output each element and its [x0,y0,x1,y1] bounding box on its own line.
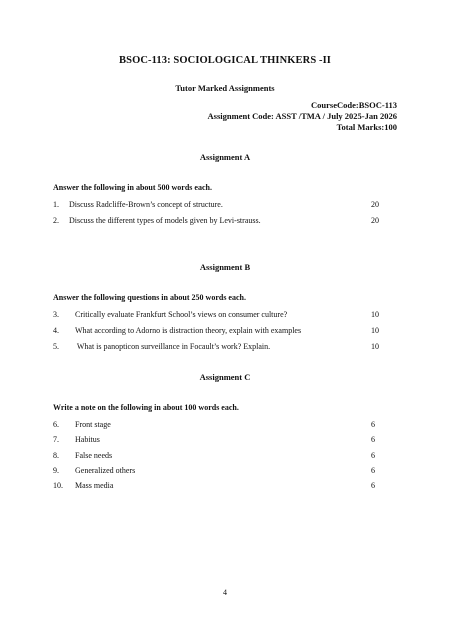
question-marks: 20 [371,200,379,209]
question-number: 10. [53,481,63,490]
question-marks: 6 [371,435,375,444]
section-heading-a: Assignment A [199,152,251,162]
question-marks: 6 [371,481,375,490]
question-marks: 6 [371,420,375,429]
question-number: 1. [53,200,59,209]
section-instruction-b: Answer the following questions in about 250 words each. [53,293,246,302]
page-subtitle: Tutor Marked Assignments [175,83,275,93]
section-heading-b: Assignment B [199,262,251,272]
question-text: Habitus [75,435,100,444]
question-number: 9. [53,466,59,475]
question-marks: 10 [371,342,379,351]
question-text: False needs [75,451,113,460]
page-number: 4 [223,588,227,597]
question-marks: 10 [371,326,379,335]
question-text: Front stage [75,420,111,429]
question-number: 8. [53,451,59,460]
question-number: 4. [53,326,59,335]
question-number: 7. [53,435,59,444]
question-number: 3. [53,310,59,319]
question-text: Discuss the different types of models given by Levi-strauss. [69,216,261,225]
page-title: BSOC-113: SOCIOLOGICAL THINKERS -II [119,55,331,66]
question-number: 2. [53,216,59,225]
question-marks: 20 [371,216,379,225]
assignment-code: Assignment Code: ASST /TMA / July 2025-Jan 2026 [207,111,397,121]
question-text: Generalized others [75,466,136,475]
question-text: What according to Adorno is distraction theory, explain with examples [75,326,302,335]
question-marks: 6 [371,466,375,475]
course-code: CourseCode:BSOC-113 [311,100,397,110]
section-instruction-a: Answer the following in about 500 words each. [53,183,212,192]
question-text: Discuss Radcliffe-Brown’s concept of structure. [69,200,223,209]
question-text: Critically evaluate Frankfurt School’s views on consumer culture? [75,310,288,319]
question-text: What is panopticon surveillance in Focault’s work? Explain. [75,342,271,351]
question-number: 5. [53,342,59,351]
question-number: 6. [53,420,59,429]
section-heading-c: Assignment C [199,372,251,382]
question-marks: 10 [371,310,379,319]
question-marks: 6 [371,451,375,460]
question-text: Mass media [75,481,114,490]
total-marks: Total Marks:100 [336,122,397,132]
section-instruction-c: Write a note on the following in about 100 words each. [53,403,239,412]
